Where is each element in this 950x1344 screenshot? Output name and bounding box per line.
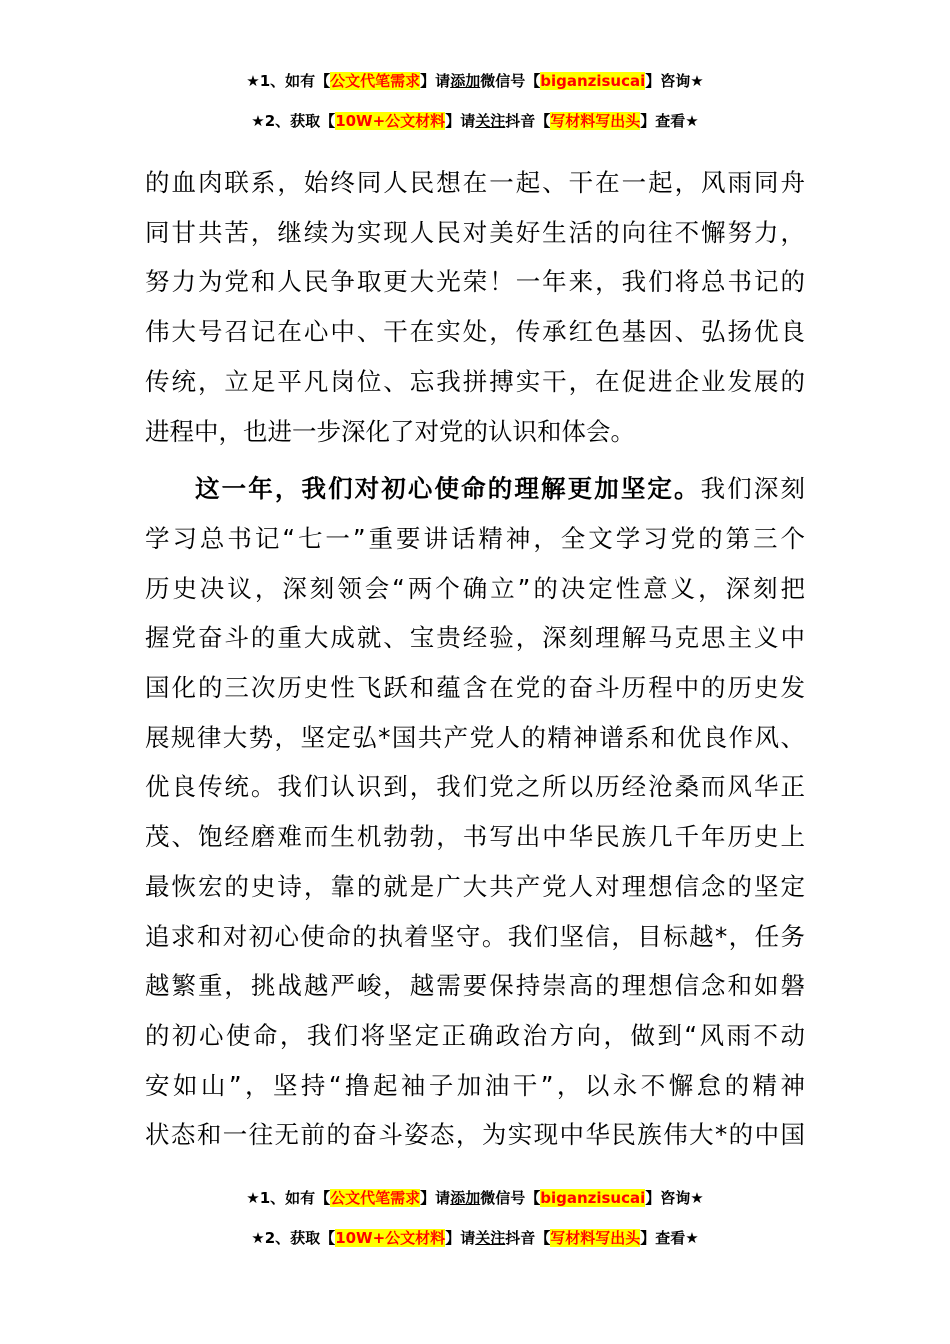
text-line: 的血肉联系，始终同人民想在一起、干在一起，风雨同舟 — [145, 168, 805, 197]
text-line: 学习总书记“七一”重要讲话精神，全文学习党的第三个 — [145, 523, 805, 553]
notice-highlight: 10W+公文材料 — [335, 1229, 446, 1247]
footer-notice-line-2 — [0, 1227, 950, 1249]
notice-text: 抖音【 — [505, 1229, 551, 1247]
text-line: 的初心使命，我们将坚定正确政治方向，做到“风雨不动 — [145, 1020, 805, 1050]
header-notice-line-2 — [0, 110, 950, 132]
notice-underlined-text: 添加 — [450, 72, 481, 90]
text-line: 最恢宏的史诗，靠的就是广大共产党人对理想信念的坚定 — [145, 871, 805, 901]
notice-suffix: 】查看★ — [640, 1229, 699, 1247]
notice-prefix: ★1、如有【 — [246, 1189, 331, 1207]
paragraph-1 — [145, 158, 805, 456]
text-line: 握党奋斗的重大成就、宝贵经验，深刻理解马克思主义中 — [145, 623, 805, 653]
notice-douyin-name: 写材料写出头 — [550, 1229, 641, 1247]
text-line: 状态和一往无前的奋斗姿态，为实现中华民族伟大*的中国 — [145, 1120, 805, 1150]
notice-douyin-name: 写材料写出头 — [550, 112, 641, 130]
footer-notice-line-1 — [0, 1187, 950, 1209]
notice-suffix: 】查看★ — [640, 112, 699, 130]
text-line: 努力为党和人民争取更大光荣！一年来，我们将总书记的 — [145, 267, 805, 297]
text-line-first — [145, 464, 805, 514]
text-line: 追求和对初心使命的执着坚守。我们坚信，目标越*，任务 — [145, 921, 805, 951]
notice-suffix: 】咨询★ — [645, 72, 704, 90]
notice-prefix: ★1、如有【 — [246, 72, 331, 90]
header-notice-line-1 — [0, 70, 950, 92]
text-line: 伟大号召记在心中、干在实处，传承红色基因、弘扬优良 — [145, 317, 805, 347]
notice-text: 微信号【 — [480, 1189, 541, 1207]
text-line: 越繁重，挑战越严峻，越需要保持崇高的理想信念和如磐 — [145, 971, 805, 1001]
notice-text: 】请 — [420, 72, 451, 90]
notice-text: 微信号【 — [480, 72, 541, 90]
paragraph-2 — [145, 464, 805, 1160]
document-body — [145, 158, 805, 1160]
notice-underlined-text: 添加 — [450, 1189, 481, 1207]
notice-underlined-text: 关注 — [475, 1229, 506, 1247]
notice-text: 】请 — [445, 1229, 476, 1247]
text-line: 历史决议，深刻领会“两个确立”的决定性意义，深刻把 — [145, 573, 805, 603]
text-line: 同甘共苦，继续为实现人民对美好生活的向往不懈努力， — [145, 217, 805, 247]
notice-prefix: ★2、获取【 — [251, 1229, 336, 1247]
notice-prefix: ★2、获取【 — [251, 112, 336, 130]
text-run: 我们深刻 — [700, 474, 806, 504]
notice-suffix: 】咨询★ — [645, 1189, 704, 1207]
text-line: 安如山”，坚持“撸起袖子加油干”，以永不懈怠的精神 — [145, 1070, 805, 1100]
notice-wechat-id: biganzisucai — [540, 72, 646, 90]
text-line: 展规律大势，坚定弘*国共产党人的精神谱系和优良作风、 — [145, 722, 805, 752]
notice-highlight: 公文代笔需求 — [330, 72, 421, 90]
notice-text: 】请 — [445, 112, 476, 130]
text-line: 优良传统。我们认识到，我们党之所以历经沧桑而风华正 — [145, 772, 805, 802]
notice-highlight: 公文代笔需求 — [330, 1189, 421, 1207]
paragraph-heading: 这一年，我们对初心使命的理解更加坚定。 — [195, 474, 701, 504]
notice-wechat-id: biganzisucai — [540, 1189, 646, 1207]
text-line: 传统，立足平凡岗位、忘我拼搏实干，在促进企业发展的 — [145, 366, 805, 396]
notice-underlined-text: 关注 — [475, 112, 506, 130]
text-line: 进程中，也进一步深化了对党的认识和体会。 — [145, 416, 635, 446]
notice-text: 】请 — [420, 1189, 451, 1207]
notice-text: 抖音【 — [505, 112, 551, 130]
text-line: 茂、饱经磨难而生机勃勃，书写出中华民族几千年历史上 — [145, 822, 805, 852]
text-line: 国化的三次历史性飞跃和蕴含在党的奋斗历程中的历史发 — [145, 673, 805, 703]
notice-highlight: 10W+公文材料 — [335, 112, 446, 130]
